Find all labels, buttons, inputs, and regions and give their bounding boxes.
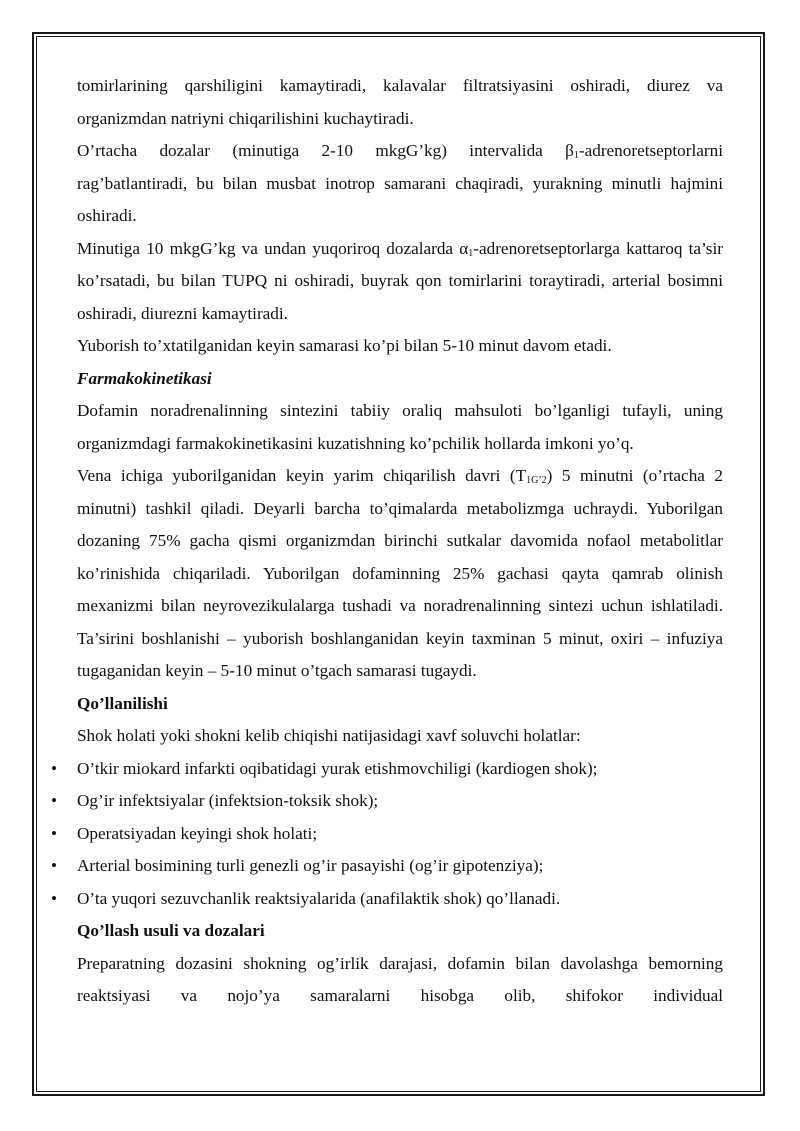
paragraph-medium-doses [77, 135, 723, 233]
list-item-text: Arterial bosimining turli genezli og’ir pasayishi (og’ir gipotenziya); [77, 856, 544, 875]
text-segment: Vena ichiga yuborilganidan keyin yarim chiqarilish davri (T [77, 466, 527, 485]
list-item-text: Operatsiyadan keyingi shok holati; [77, 823, 318, 843]
text-segment: -adrenoretseptorlarga kattaroq ta’sir ko’rsatadi, bu bilan TUPQ ni oshiradi, buyrak qon tomirlarini toraytiradi, arterial bosimni oshiradi, diurezni kamaytiradi. [77, 238, 723, 323]
text-segment: Minutiga 10 mkgG’kg va undan yuqoriroq dozalarda α [77, 238, 469, 258]
bullet-icon: • [51, 856, 58, 875]
paragraph-renal-effects: tomirlarining qarshiligini kamaytiradi, kalavalar filtratsiyasini oshiradi, diurez va organizmdan natriyni chiqarilishini kuchaytiradi. [77, 76, 723, 128]
paragraph-half-life [77, 460, 723, 688]
bullet-icon: • [51, 758, 58, 778]
paragraph-duration: Yuborish to’xtatilganidan keyin samarasi ko’pi bilan 5-10 minut davom etadi. [77, 336, 612, 355]
list-item [51, 753, 723, 786]
list-item-text: O’tkir miokard infarkti oqibatidagi yurak etishmovchiligi (kardiogen shok); [77, 758, 598, 778]
document-body [51, 70, 723, 1013]
text-segment: O’rtacha dozalar (minutiga 2-10 mkgG’kg) intervalida β [77, 141, 574, 160]
heading-dosage: Qo’llash usuli va dozalari [77, 921, 265, 940]
subscript: 1G’2 [526, 475, 547, 486]
paragraph-pharmacokinetics-intro: Dofamin noradrenalinning sintezini tabiiy oraliq mahsuloti bo’lganligi tufayli, uning organizmdagi farmakokinetikasini kuzatishning ko’pchilik hollarda imkoni yo’q. [77, 401, 723, 453]
paragraph-indications-intro: Shok holati yoki shokni kelib chiqishi natijasidagi xavf soluvchi holatlar: [77, 726, 581, 745]
list-item-text: O’ta yuqori sezuvchanlik reaktsiyalarida (anafilaktik shok) qo’llanadi. [77, 888, 561, 908]
indications-list [51, 753, 723, 916]
list-item [51, 850, 723, 883]
list-item [51, 883, 723, 916]
heading-indications: Qo’llanilishi [77, 693, 168, 713]
subscript: 1 [573, 150, 579, 161]
bullet-icon: • [51, 823, 58, 843]
paragraph-high-doses [77, 233, 723, 331]
list-item [51, 785, 723, 818]
bullet-icon: • [51, 791, 58, 810]
list-item-text: Og’ir infektsiyalar (infektsion-toksik shok); [77, 791, 379, 810]
text-segment: -adrenoretseptorlarni rag’batlantiradi, bu bilan musbat inotrop samarani chaqiradi, yurakning minutli hajmini oshiradi. [77, 141, 723, 225]
list-item [51, 818, 723, 851]
bullet-icon: • [51, 888, 58, 908]
subscript: 1 [468, 247, 474, 259]
paragraph-dosage: Preparatning dozasini shokning og’irlik darajasi, dofamin bilan davolashga bemorning reaktsiyasi va nojo’ya samaralarni hisobga olib, shifokor individual [77, 953, 723, 1005]
text-segment: ) 5 minutni (o’rtacha 2 minutni) tashkil qiladi. Deyarli barcha to’qimalarda metabolizmga uchraydi. Yuborilgan dozaning 75% gacha qismi organizmdan birinchi sutkalar davomida nofaol metabolitlar ko’rinishida chiqariladi. Yuborilgan dofaminning 25% gachasi qayta qamrab olinish mexanizmi bilan neyrovezikulalarga tushadi va noradrenalinning sintezi uchun ishlatiladi. Ta’sirini boshlanishi – yuborish boshlanganidan keyin taxminan 5 minut, oxiri – infuziya tugaganidan keyin – 5-10 minut o’tgach samarasi tugaydi. [77, 466, 723, 680]
heading-pharmacokinetics: Farmakokinetikasi [77, 368, 212, 388]
